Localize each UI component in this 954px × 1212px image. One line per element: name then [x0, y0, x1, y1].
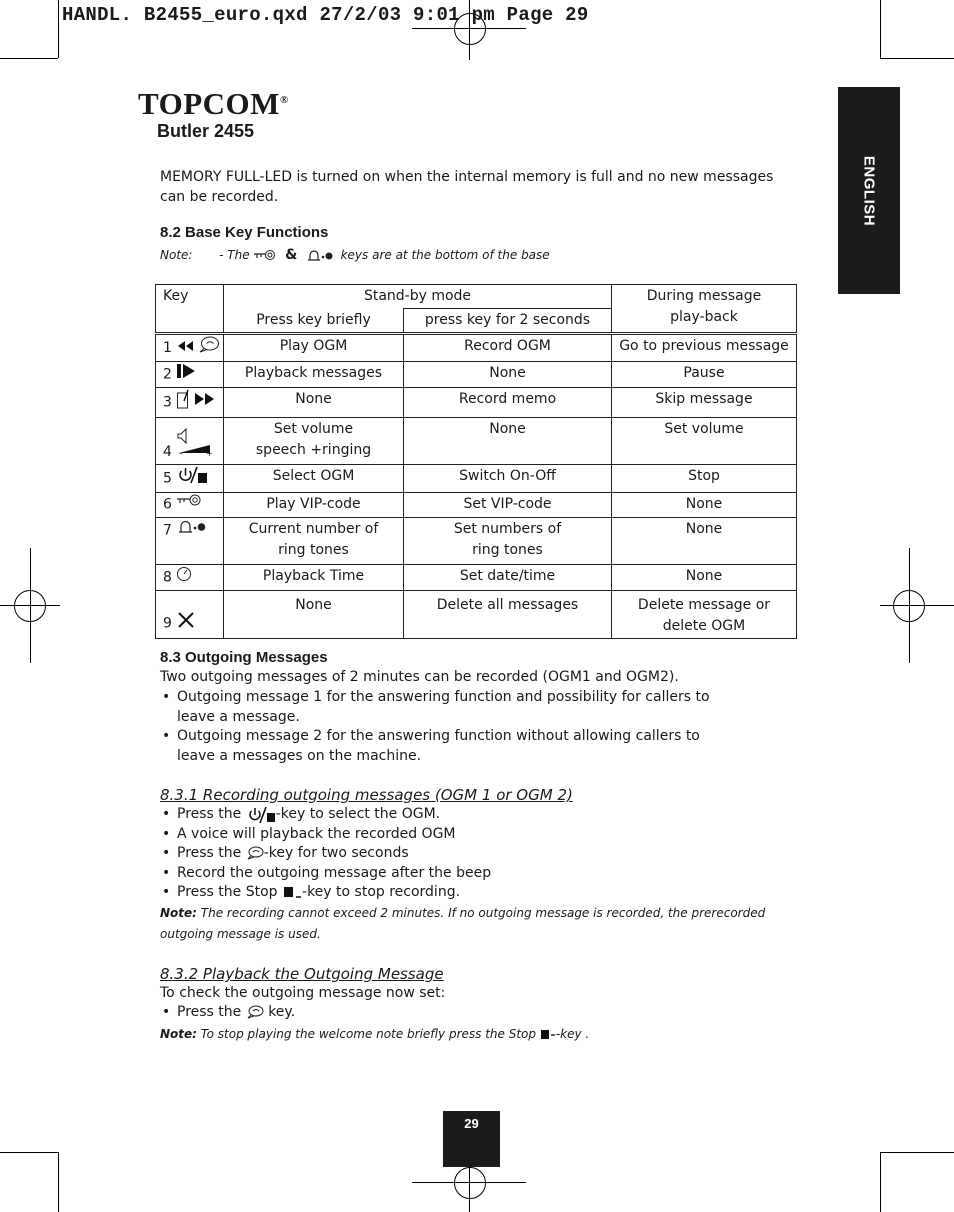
brief-cell: [224, 334, 404, 362]
brief-cell: [224, 493, 404, 518]
list-item: • Press the -key for two seconds: [160, 844, 760, 864]
cell-text: Go to previous message: [619, 338, 789, 354]
long-cell: [404, 362, 612, 388]
svg-text:–: –: [178, 449, 183, 456]
cell-text: Set numbers of: [453, 520, 562, 537]
cell-text: None: [685, 496, 723, 512]
key-number: 8: [163, 569, 172, 585]
brief-cell: [224, 465, 404, 493]
memory-full-paragraph: MEMORY FULL-LED is turned on when the internal memory is full and no new messages can be recorded.: [160, 169, 774, 205]
table-row: [156, 465, 797, 493]
registration-mark: [454, 1167, 486, 1199]
key-number: 7: [163, 522, 172, 538]
crop-mark: [58, 0, 59, 58]
during-cell: [612, 388, 797, 418]
list-item: • Press the key.: [160, 1003, 760, 1023]
outgoing-bullets: [160, 688, 740, 766]
brief-cell: [224, 418, 404, 465]
list-item: • Outgoing message 2 for the answering function without allowing callers to leave a messages on the machine.: [160, 727, 740, 766]
section-heading-8-3: 8.3 Outgoing Messages: [160, 649, 328, 666]
table-row: [156, 517, 797, 564]
during-cell: [612, 517, 797, 564]
list-item: • Press the Stop -key to stop recording.: [160, 883, 760, 903]
table-row: [156, 590, 797, 638]
cell-text: None: [685, 567, 723, 584]
cell-text: Switch On-Off: [459, 468, 556, 484]
playback-intro: To check the outgoing message now set:: [160, 985, 446, 1001]
playback-steps: [160, 1003, 760, 1023]
key-cell: [156, 362, 224, 388]
crop-mark: [880, 1152, 954, 1153]
long-cell: [404, 564, 612, 590]
cell-text: Select OGM: [272, 468, 355, 484]
cell-text: Delete all messages: [436, 596, 579, 613]
base-keys-note: Note: - The & keys are at the bottom of the base: [160, 247, 550, 263]
crop-mark: [0, 58, 58, 59]
key-cell: [156, 418, 224, 465]
cell-text: ring tones: [472, 541, 543, 558]
long-cell: [404, 418, 612, 465]
key-cell: [156, 493, 224, 518]
cell-text: Pause: [683, 365, 725, 381]
cell-text: Record OGM: [464, 338, 551, 354]
brand-logo: TOPCOM®: [138, 86, 289, 121]
speech-bubble-icon: [246, 846, 264, 860]
key-cell: [156, 564, 224, 590]
table-row: [156, 418, 797, 465]
key-number: 4: [163, 444, 172, 460]
key-cell: [156, 590, 224, 638]
key-cell: [156, 465, 224, 493]
during-cell: [612, 334, 797, 362]
during-cell: [612, 564, 797, 590]
cell-text: delete OGM: [662, 617, 746, 634]
cell-text: None: [295, 596, 332, 613]
volume-icon: [176, 426, 214, 463]
cell-text: None: [489, 365, 526, 381]
registration-mark: [893, 590, 925, 622]
cell-text: Current number of: [248, 520, 379, 537]
list-item: • Record the outgoing message after the beep: [160, 864, 760, 884]
cell-text: Playback Time: [262, 567, 365, 584]
key-number: 1: [163, 340, 172, 356]
long-cell: [404, 465, 612, 493]
crop-mark: [880, 1152, 881, 1212]
cell-text: Stop: [688, 468, 720, 484]
language-tab: ENGLISH: [838, 87, 900, 294]
vip-key-icon: [176, 494, 202, 515]
recording-note-continued: outgoing message is used.: [160, 927, 321, 941]
memo-icon: [176, 389, 190, 416]
rewind-icon: [176, 338, 194, 359]
bell-icon: [176, 519, 206, 542]
list-item: • Outgoing message 1 for the answering function and possibility for callers to leave a message.: [160, 688, 740, 727]
header-brief: Press key briefly: [224, 309, 404, 334]
brief-cell: [224, 564, 404, 590]
fast-forward-icon: [194, 392, 216, 413]
long-cell: [404, 517, 612, 564]
clock-icon: [176, 566, 192, 589]
delete-x-icon: [176, 610, 196, 637]
key-number: 2: [163, 366, 172, 383]
during-cell: [612, 362, 797, 388]
crop-mark: [880, 58, 954, 59]
during-cell: [612, 590, 797, 638]
cell-text: ring tones: [278, 541, 349, 558]
during-cell: [612, 493, 797, 518]
vip-key-icon: [253, 250, 277, 262]
page-number: 29: [443, 1111, 500, 1167]
long-cell: [404, 590, 612, 638]
section-heading-8-2: 8.2 Base Key Functions: [160, 224, 329, 241]
section-heading-8-3-2: 8.3.2 Playback the Outgoing Message: [160, 965, 444, 983]
cell-text: Play VIP-code: [266, 496, 361, 512]
brief-cell: [224, 388, 404, 418]
cell-text: Set volume: [664, 421, 744, 437]
header-during: During message play-back: [612, 285, 797, 334]
stop-icon: [282, 885, 302, 899]
cell-text: Record memo: [458, 391, 557, 407]
table-header-row: [156, 285, 797, 309]
crop-mark: [58, 1152, 59, 1212]
recording-steps: [160, 805, 760, 903]
key-number: 5: [163, 470, 172, 487]
cell-text: None: [685, 520, 723, 537]
outgoing-intro: Two outgoing messages of 2 minutes can be recorded (OGM1 and OGM2).: [160, 669, 679, 685]
cell-text: Set volume: [273, 421, 354, 437]
key-cell: [156, 334, 224, 362]
speech-bubble-icon: [246, 1005, 264, 1019]
cell-text: Play OGM: [279, 338, 348, 354]
cell-text: Set date/time: [459, 567, 556, 584]
power-stop-icon: [246, 806, 276, 823]
during-cell: [612, 465, 797, 493]
long-cell: [404, 493, 612, 518]
key-number: 3: [163, 394, 172, 411]
brief-cell: [224, 517, 404, 564]
crop-mark: [880, 0, 881, 58]
list-item: • A voice will playback the recorded OGM: [160, 825, 760, 845]
header-key: Key: [156, 285, 224, 334]
cell-text: None: [489, 421, 526, 437]
key-number: 9: [163, 615, 172, 631]
cell-text: speech +ringing: [255, 442, 372, 458]
registration-mark: [14, 590, 46, 622]
section-heading-8-3-1: 8.3.1 Recording outgoing messages (OGM 1 or OGM 2): [160, 786, 573, 804]
cell-text: Delete message or: [637, 596, 771, 613]
power-stop-icon: [176, 466, 208, 491]
long-cell: [404, 334, 612, 362]
table-row: [156, 362, 797, 388]
cell-text: Set VIP-code: [463, 496, 552, 512]
key-functions-table: [155, 284, 797, 639]
table-row: [156, 493, 797, 518]
cell-text: Skip message: [655, 391, 753, 407]
speech-bubble-icon: [198, 336, 220, 360]
model-name: Butler 2455: [157, 121, 255, 141]
svg-text:+: +: [205, 449, 213, 456]
cell-text: None: [295, 391, 332, 407]
key-cell: [156, 517, 224, 564]
header-standby: Stand-by mode: [224, 285, 612, 309]
print-slug: HANDL. B2455_euro.qxd 27/2/03 9:01 pm Page 29: [62, 4, 589, 26]
list-item: • Press the -key to select the OGM.: [160, 805, 760, 825]
key-number: 6: [163, 496, 172, 513]
during-cell: [612, 418, 797, 465]
recording-note: Note: The recording cannot exceed 2 minutes. If no outgoing message is recorded, the prerecorded: [160, 906, 766, 920]
table-row: [156, 388, 797, 418]
cell-text: Playback messages: [244, 365, 383, 381]
crop-mark: [0, 1152, 58, 1153]
table-row: [156, 564, 797, 590]
play-pause-icon: [176, 363, 196, 386]
header-long: press key for 2 seconds: [404, 309, 612, 334]
brief-cell: [224, 362, 404, 388]
long-cell: [404, 388, 612, 418]
stop-icon: [540, 1029, 556, 1041]
playback-note: Note: To stop playing the welcome note briefly press the Stop -key .: [160, 1027, 590, 1041]
key-cell: [156, 388, 224, 418]
bell-icon: [305, 249, 333, 263]
brief-cell: [224, 590, 404, 638]
table-row: [156, 334, 797, 362]
